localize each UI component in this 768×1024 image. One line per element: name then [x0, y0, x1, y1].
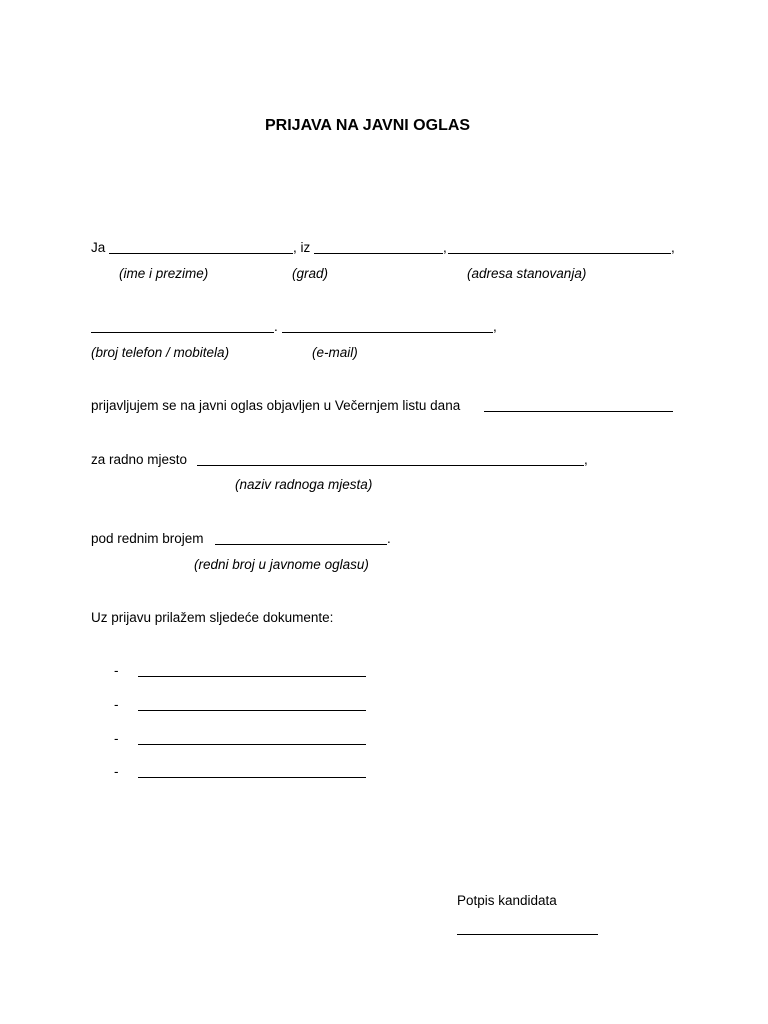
ja-label: Ja	[91, 240, 106, 255]
full-name-hint: (ime i prezime)	[119, 266, 209, 281]
signature-label: Potpis kandidata	[457, 893, 557, 908]
signature-field[interactable]	[457, 934, 598, 935]
position-name-field[interactable]	[197, 465, 584, 466]
publication-date-field[interactable]	[484, 411, 673, 412]
ordinal-number-field[interactable]	[215, 544, 387, 545]
position-hint: (naziv radnoga mjesta)	[235, 477, 373, 492]
comma-end: ,	[671, 240, 675, 255]
city-field[interactable]	[314, 253, 443, 254]
documents-intro: Uz prijavu prilažem sljedeće dokumente:	[91, 610, 334, 625]
address-hint: (adresa stanovanja)	[467, 266, 587, 281]
ordinal-number-hint: (redni broj u javnome oglasu)	[194, 557, 369, 572]
phone-hint: (broj telefon / mobitela)	[91, 345, 230, 360]
position-label: za radno mjesto	[91, 452, 188, 467]
document-field-2[interactable]	[138, 710, 366, 711]
comma-end-2: ,	[493, 319, 497, 334]
ordinal-number-label: pod rednim brojem	[91, 531, 204, 546]
list-bullet: -	[114, 697, 119, 712]
application-statement: prijavljujem se na javni oglas objavljen u Večernjem listu dana	[91, 398, 461, 413]
comma-separator: ,	[443, 240, 447, 255]
city-hint: (grad)	[292, 266, 329, 281]
list-bullet: -	[114, 764, 119, 779]
page-title: PRIJAVA NA JAVNI OGLAS	[265, 117, 471, 134]
list-bullet: -	[114, 731, 119, 746]
period-separator: .	[274, 319, 278, 334]
email-field[interactable]	[282, 332, 493, 333]
phone-field[interactable]	[91, 332, 274, 333]
full-name-field[interactable]	[109, 253, 293, 254]
email-hint: (e-mail)	[312, 345, 358, 360]
document-field-4[interactable]	[138, 777, 366, 778]
comma-end-4: ,	[584, 452, 588, 467]
list-bullet: -	[114, 663, 119, 678]
address-field[interactable]	[448, 253, 671, 254]
document-field-1[interactable]	[138, 676, 366, 677]
period-end-5: .	[387, 531, 391, 546]
iz-label: , iz	[293, 240, 311, 255]
document-field-3[interactable]	[138, 744, 366, 745]
